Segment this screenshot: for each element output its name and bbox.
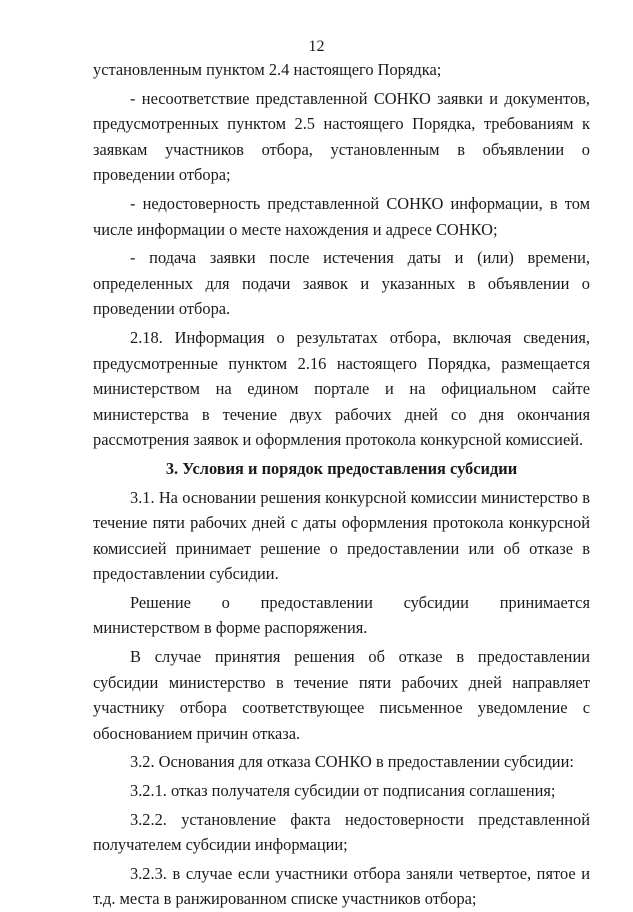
section-heading: 3. Условия и порядок предоставления субсидии: [165, 458, 518, 478]
document-body: [93, 57, 590, 912]
paragraph: 3.2.2. установление факта недостоверности представленной получателем субсидии информации;: [93, 809, 590, 855]
paragraph: 3.2.1. отказ получателя субсидии от подписания соглашения;: [130, 781, 556, 801]
paragraph: 3.2. Основания для отказа СОНКО в предоставлении субсидии:: [130, 752, 574, 772]
paragraph: - несоответствие представленной СОНКО заявки и документов, предусмотренных пунктом 2.5 настоящего Порядка, требованиям к заявкам участников отбора, установленным в объявлении о проведении отбора;: [93, 88, 590, 185]
paragraph: Решение о предоставлении субсидии принимается министерством в форме распоряжения.: [93, 592, 590, 638]
paragraph: В случае принятия решения об отказе в предоставлении субсидии министерство в течение пяти рабочих дней направляет участнику отбора соответствующее письменное уведомление с обоснованием причин отказа.: [93, 647, 590, 743]
paragraph: - недостоверность представленной СОНКО информации, в том числе информации о месте нахождения и адресе СОНКО;: [93, 193, 590, 239]
paragraph: 2.18. Информация о результатах отбора, включая сведения, предусмотренные пунктом 2.16 настоящего Порядка, размещается министерством на едином портале и на официальном сайте министерства в течение двух рабочих дней со дня окончания рассмотрения заявок и оформления протокола конкурсной комиссией.: [93, 327, 590, 450]
paragraph: 3.2.3. в случае если участники отбора заняли четвертое, пятое и т.д. места в ранжированном списке участников отбора;: [93, 863, 590, 909]
paragraph: установленным пунктом 2.4 настоящего Порядка;: [93, 60, 442, 79]
page-number: 12: [308, 38, 325, 55]
paragraph: - подача заявки после истечения даты и (или) времени, определенных для подачи заявок и указанных в объявлении о проведении отбора.: [93, 248, 590, 319]
paragraph: 3.1. На основании решения конкурсной комиссии министерство в течение пяти рабочих дней с даты оформления протокола конкурсной комиссией принимает решение о предоставлении или об отказе в предоставлении субсидии.: [93, 487, 590, 584]
